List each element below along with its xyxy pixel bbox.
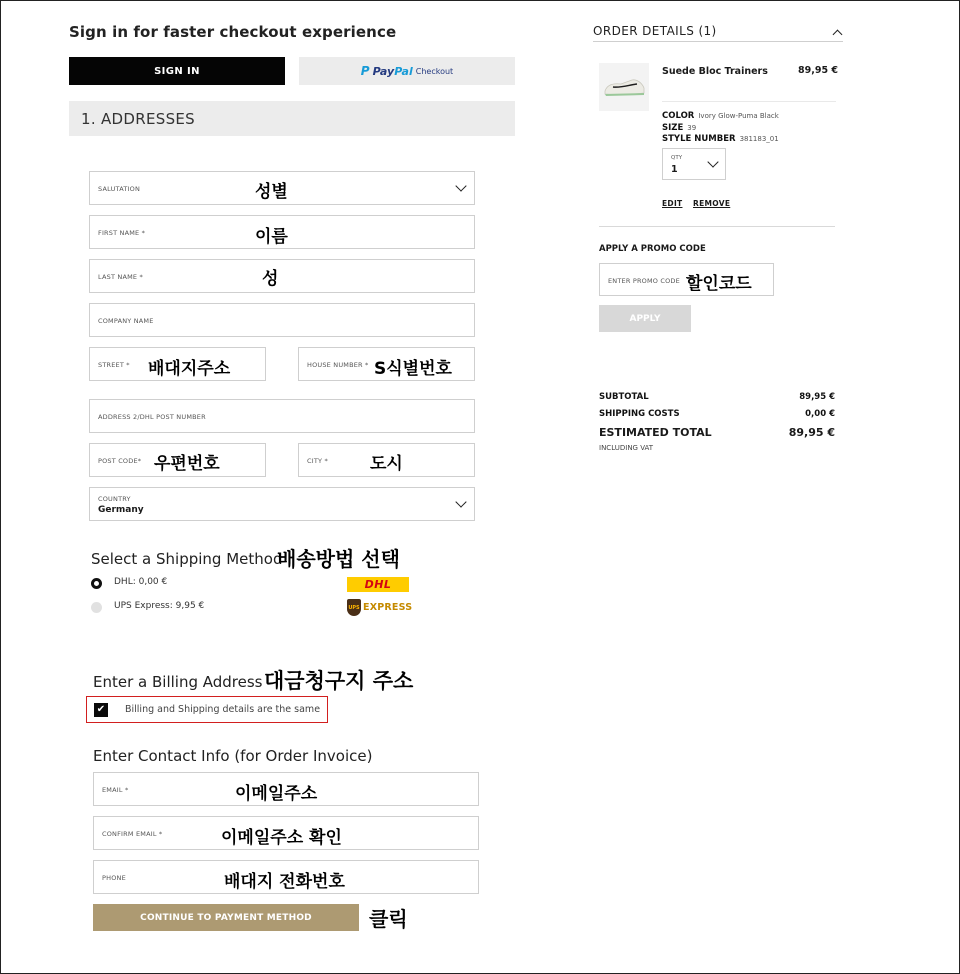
estimated-total-label: ESTIMATED TOTAL — [599, 426, 712, 439]
contact-info-title: Enter Contact Info (for Order Invoice) — [93, 747, 373, 765]
product-name[interactable]: Suede Bloc Trainers — [662, 66, 768, 77]
country-value: Germany — [98, 505, 144, 515]
billing-address-title: Enter a Billing Address — [93, 673, 263, 691]
color-label: COLOR — [662, 111, 695, 121]
phone-field[interactable] — [93, 860, 479, 894]
billing-same-checkbox[interactable]: ✔ — [94, 703, 108, 717]
qty-label: QTY — [671, 155, 683, 161]
estimated-total-value: 89,95 € — [788, 426, 835, 439]
order-details-title: ORDER DETAILS (1) — [593, 24, 717, 38]
city-label: CITY * — [307, 457, 328, 465]
dhl-option-label[interactable]: DHL: 0,00 € — [114, 577, 168, 587]
product-style-number — [662, 134, 779, 144]
product-color — [662, 111, 779, 121]
chevron-down-icon — [707, 156, 718, 167]
edit-link[interactable]: EDIT — [662, 199, 683, 208]
remove-link[interactable]: REMOVE — [693, 199, 731, 208]
city-field[interactable] — [298, 443, 475, 477]
promo-code-placeholder: ENTER PROMO CODE — [608, 277, 680, 285]
apply-promo-button[interactable]: APPLY — [599, 305, 691, 332]
salutation-label: SALUTATION — [98, 185, 141, 193]
signin-title: Sign in for faster checkout experience — [69, 23, 397, 41]
first-name-field[interactable] — [89, 215, 475, 249]
addresses-section-header: 1. ADDRESSES — [69, 101, 515, 136]
address2-label: ADDRESS 2/DHL POST NUMBER — [98, 413, 206, 421]
last-name-annotation: 성 — [262, 269, 279, 289]
shipping-costs-label: SHIPPING COSTS — [599, 409, 680, 419]
size-value: 39 — [687, 124, 697, 132]
subtotal-label: SUBTOTAL — [599, 392, 649, 402]
color-value: Ivory Glow-Puma Black — [698, 112, 779, 120]
sign-in-button[interactable]: SIGN IN — [69, 57, 285, 85]
country-label: COUNTRY — [98, 495, 131, 503]
qty-value: 1 — [671, 164, 678, 175]
company-name-label: COMPANY NAME — [98, 317, 154, 325]
ups-radio[interactable] — [91, 602, 102, 613]
confirm-email-field[interactable] — [93, 816, 479, 850]
chevron-down-icon — [455, 180, 466, 191]
shipping-method-title: Select a Shipping Method — [91, 550, 283, 568]
product-thumbnail — [599, 63, 649, 111]
shipping-method-annotation: 배송방법 선택 — [277, 547, 400, 571]
street-annotation: 배대지주소 — [148, 359, 231, 379]
paypal-icon: P — [360, 64, 370, 78]
size-label: SIZE — [662, 123, 684, 133]
salutation-annotation: 성별 — [255, 182, 288, 202]
confirm-email-annotation: 이메일주소 확인 — [221, 828, 342, 848]
last-name-field[interactable] — [89, 259, 475, 293]
billing-same-label[interactable]: Billing and Shipping details are the same — [125, 704, 321, 715]
ups-option-label[interactable]: UPS Express: 9,95 € — [114, 601, 205, 611]
street-label: STREET * — [98, 361, 130, 369]
email-field[interactable] — [93, 772, 479, 806]
continue-annotation: 클릭 — [369, 907, 408, 931]
paypal-pal-text: Pal — [394, 64, 413, 78]
post-code-field[interactable] — [89, 443, 266, 477]
paypal-checkout-text: Checkout — [415, 66, 454, 76]
promo-code-annotation: 할인코드 — [686, 274, 752, 294]
product-divider — [662, 101, 836, 102]
address2-field[interactable] — [89, 399, 475, 433]
ups-express-logo — [347, 599, 412, 616]
dhl-radio[interactable] — [91, 578, 102, 589]
country-select[interactable] — [89, 487, 475, 521]
last-name-label: LAST NAME * — [98, 273, 143, 281]
email-label: EMAIL * — [102, 786, 129, 794]
street-field[interactable] — [89, 347, 266, 381]
email-annotation: 이메일주소 — [235, 784, 318, 804]
billing-same-highlight[interactable] — [86, 696, 328, 723]
promo-code-input[interactable] — [599, 263, 774, 296]
product-price: 89,95 € — [798, 65, 838, 76]
confirm-email-label: CONFIRM EMAIL * — [102, 830, 163, 838]
ups-express-text: EXPRESS — [363, 602, 413, 613]
house-number-annotation: S식별번호 — [374, 359, 452, 379]
chevron-up-icon[interactable] — [833, 30, 843, 40]
promo-code-title: APPLY A PROMO CODE — [599, 244, 706, 254]
chevron-down-icon — [455, 496, 466, 507]
shipping-costs-value: 0,00 € — [805, 409, 835, 419]
subtotal-value: 89,95 € — [799, 392, 835, 402]
salutation-select[interactable] — [89, 171, 475, 205]
order-divider — [599, 226, 835, 227]
quantity-select[interactable] — [662, 148, 726, 180]
billing-annotation: 대금청구지 주소 — [264, 669, 414, 693]
order-details-divider — [593, 41, 843, 42]
continue-to-payment-button[interactable]: CONTINUE TO PAYMENT METHOD — [93, 904, 359, 931]
first-name-label: FIRST NAME * — [98, 229, 146, 237]
house-number-label: HOUSE NUMBER * — [307, 361, 369, 369]
dhl-logo: DHL — [347, 577, 409, 592]
paypal-checkout-button[interactable] — [299, 57, 515, 85]
phone-label: PHONE — [102, 874, 126, 882]
post-code-annotation: 우편번호 — [154, 454, 220, 474]
company-name-field[interactable] — [89, 303, 475, 337]
style-number-label: STYLE NUMBER — [662, 134, 736, 144]
house-number-field[interactable] — [298, 347, 475, 381]
ups-shield-icon: UPS — [347, 599, 361, 616]
paypal-pay-text: Pay — [372, 64, 395, 78]
city-annotation: 도시 — [370, 454, 403, 474]
first-name-annotation: 이름 — [255, 227, 288, 247]
style-number-value: 381183_01 — [739, 135, 779, 143]
phone-annotation: 배대지 전화번호 — [224, 872, 345, 892]
product-size — [662, 123, 696, 133]
including-vat-note: INCLUDING VAT — [599, 444, 654, 452]
post-code-label: POST CODE* — [98, 457, 142, 465]
